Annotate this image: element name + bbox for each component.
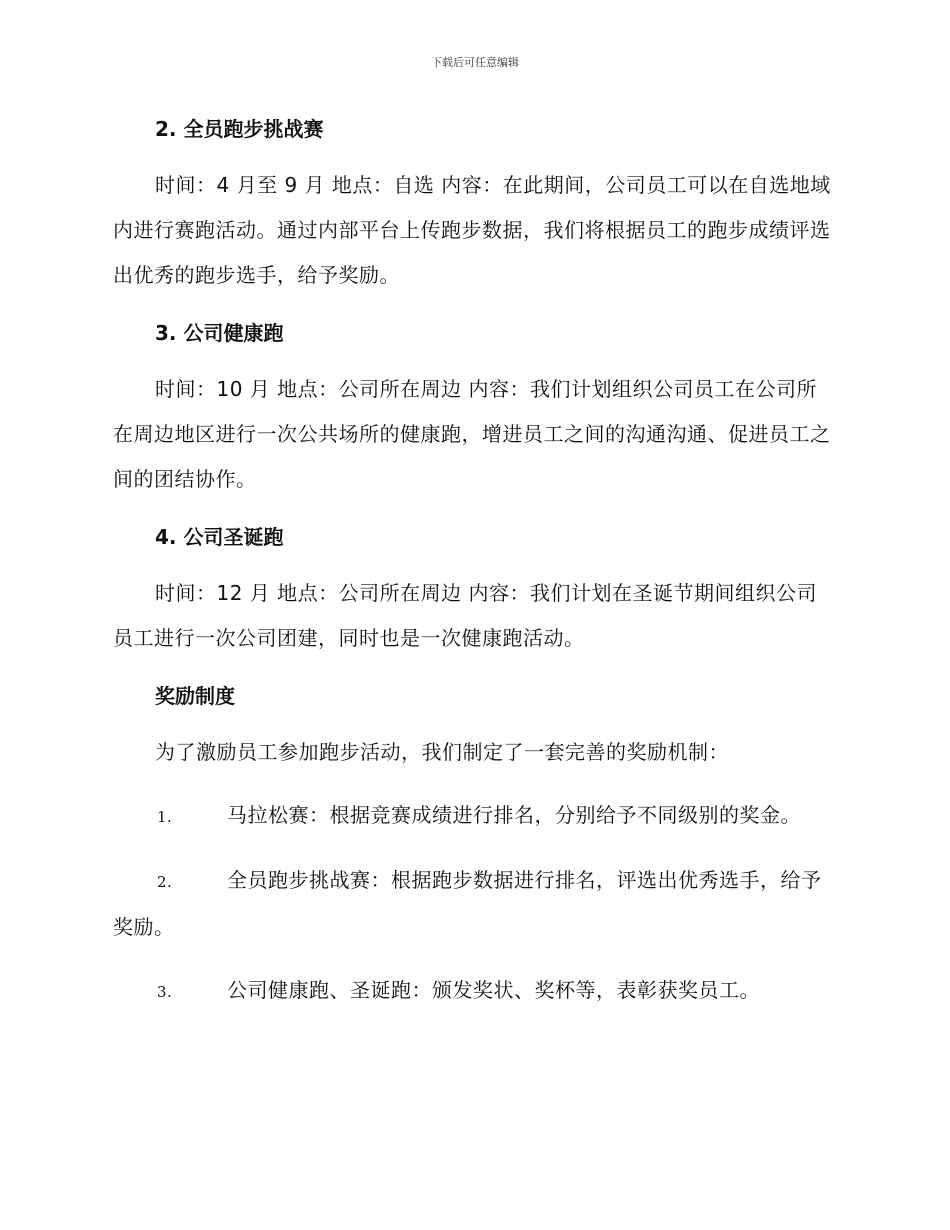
section-heading-2: 2. 全员跑步挑战赛 — [155, 117, 324, 141]
list-item-text: 全员跑步挑战赛：根据跑步数据进行排名，评选出优秀选手，给予奖励。 — [113, 868, 822, 939]
reward-list-item — [113, 968, 835, 1015]
section-body-3: 时间：10 月 地点：公司所在周边 内容：我们计划组织公司员工在公司所在周边地区进行一次公共场所的健康跑，增进员工之间的沟通沟通、促进员工之间的团结协作。 — [113, 377, 831, 491]
section-body-4: 时间：12 月 地点：公司所在周边 内容：我们计划在圣诞节期间组织公司员工进行一次公司团建，同时也是一次健康跑活动。 — [113, 581, 818, 650]
list-number: 3. — [157, 983, 173, 1001]
reward-list-item — [113, 858, 835, 950]
section-heading-3: 3. 公司健康跑 — [155, 321, 284, 345]
list-number: 1. — [157, 808, 173, 826]
rewards-intro: 为了激励员工参加跑步活动，我们制定了一套完善的奖励机制： — [155, 740, 729, 764]
section-heading-4: 4. 公司圣诞跑 — [155, 525, 284, 549]
list-item-text: 公司健康跑、圣诞跑：颁发奖状、奖杯等，表彰获奖员工。 — [227, 978, 760, 1002]
reward-list-item — [113, 793, 835, 840]
section-body-2: 时间：4 月至 9 月 地点：自选 内容：在此期间，公司员工可以在自选地域内进行赛跑活动。通过内部平台上传跑步数据，我们将根据员工的跑步成绩评选出优秀的跑步选手，给予奖励。 — [113, 173, 831, 287]
list-number: 2. — [157, 873, 173, 891]
document-content — [113, 112, 835, 1015]
list-item-text: 马拉松赛：根据竞赛成绩进行排名，分别给予不同级别的奖金。 — [227, 803, 801, 827]
header-note: 下载后可任意编辑 — [431, 56, 519, 69]
rewards-heading: 奖励制度 — [155, 684, 235, 708]
